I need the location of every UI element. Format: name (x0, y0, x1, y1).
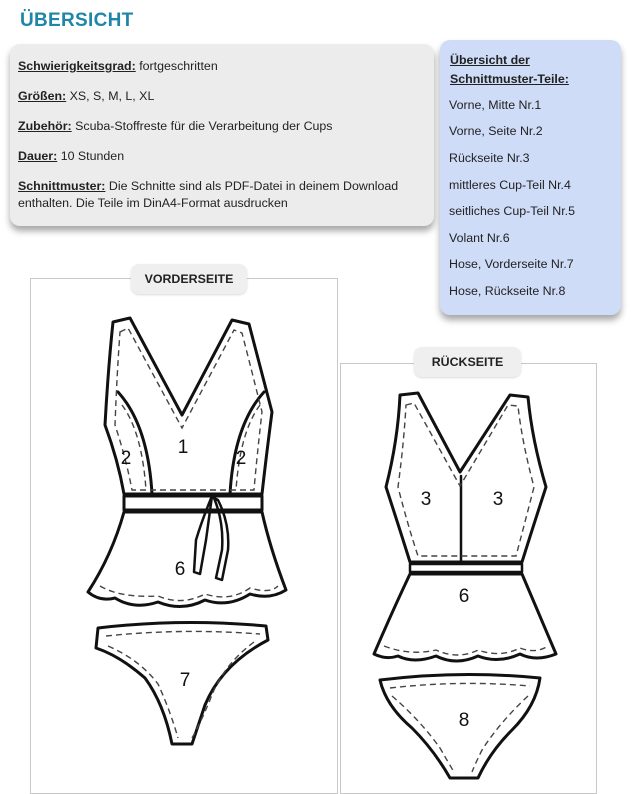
patterns-value: Die Schnitte sind als PDF-Datei in deinem Download enthalten. Die Teile im DinA4-Format ausdrucken (18, 179, 399, 210)
back-top-outline (386, 393, 546, 562)
front-number-6: 6 (174, 559, 186, 580)
back-number-8: 8 (458, 710, 470, 731)
sizes-label: Größen: (18, 89, 67, 103)
back-number-6: 6 (458, 586, 470, 607)
accessories-label: Zubehör: (18, 119, 72, 133)
part-item: seitliches Cup-Teil Nr.5 (449, 204, 576, 218)
back-number-3-right: 3 (492, 489, 504, 510)
accessories-value: Scuba-Stoffreste für die Verarbeitung der Cups (71, 119, 333, 133)
part-item: Volant Nr.6 (449, 231, 510, 245)
front-peplum (88, 512, 286, 607)
duration-value: 10 Stunden (57, 149, 125, 163)
back-top-stitching (398, 403, 534, 556)
front-waistband (124, 496, 262, 510)
front-number-1: 1 (177, 437, 189, 458)
patterns-label: Schnittmuster: (18, 179, 106, 193)
front-number-7: 7 (179, 670, 191, 691)
part-item: Rückseite Nr.3 (449, 151, 530, 165)
difficulty-label: Schwierigkeitsgrad: (18, 59, 136, 73)
difficulty-value: fortgeschritten (135, 59, 218, 73)
page-title: ÜBERSICHT (20, 10, 134, 31)
back-label: RÜCKSEITE (414, 347, 521, 377)
back-peplum-stitching (384, 646, 548, 655)
front-number-2-left: 2 (120, 448, 132, 469)
parts-heading: Übersicht der Schnittmuster-Teile: (450, 53, 569, 86)
back-waistband (410, 564, 522, 572)
front-label: VORDERSEITE (131, 264, 247, 294)
part-item: Vorne, Mitte Nr.1 (449, 98, 542, 112)
back-number-3-left: 3 (420, 489, 432, 510)
part-item: mittleres Cup-Teil Nr.4 (449, 178, 571, 192)
duration-label: Dauer: (18, 149, 58, 163)
sizes-value: XS, S, M, L, XL (66, 89, 155, 103)
front-number-2-right: 2 (235, 448, 247, 469)
part-item: Hose, Rückseite Nr.8 (449, 284, 566, 298)
part-item: Vorne, Seite Nr.2 (449, 124, 543, 138)
part-item: Hose, Vorderseite Nr.7 (449, 257, 574, 271)
